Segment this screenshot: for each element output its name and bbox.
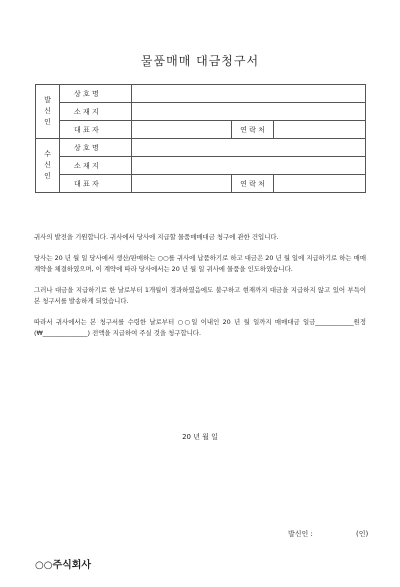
issuer-label: 발신인 : bbox=[288, 530, 313, 538]
paragraph-overdue: 그러나 대금을 지급하기로 한 날로부터 1개월이 경과하였음에도 불구하고 현재까지 대금을 지급하지 않고 있어 부득이 본 청구서를 발송하게 되었습니다. bbox=[34, 286, 366, 305]
paragraph-greeting: 귀사의 발전을 기원합니다. 귀사에서 당사에 지급할 물품매매대금 청구에 관한 건입니다. bbox=[34, 233, 279, 241]
recipient-rep-field[interactable] bbox=[132, 175, 232, 193]
sender-rep-label: 대 표 자 bbox=[60, 121, 132, 139]
party-info-table bbox=[35, 84, 366, 193]
recipient-address-label: 소 재 지 bbox=[60, 157, 132, 175]
document-date: 20 년 월 일 bbox=[182, 433, 218, 441]
sender-group-text: 발 신 인 bbox=[44, 96, 51, 126]
sender-contact-label: 연 락 처 bbox=[232, 121, 274, 139]
recipient-group-label bbox=[36, 139, 60, 193]
document-title: 물품매매 대금청구서 bbox=[140, 54, 260, 68]
sender-group-label bbox=[36, 85, 60, 139]
recipient-company-label: 상 호 명 bbox=[60, 139, 132, 157]
sender-rep-field[interactable] bbox=[132, 121, 232, 139]
sender-company-field[interactable] bbox=[132, 85, 366, 103]
sender-company-label: 상 호 명 bbox=[60, 85, 132, 103]
seal-mark: (인) bbox=[356, 530, 369, 538]
paragraph-demand: 따라서 귀사에서는 본 청구서를 수령한 날로부터 ○○일 이내인 20 년 월 일까지 매매대금 일금____________원정 (₩______________) 전액을 지급하여 주실 것을 청구합니다. bbox=[34, 318, 366, 337]
recipient-contact-field[interactable] bbox=[274, 175, 366, 193]
recipient-contact-label: 연 락 처 bbox=[232, 175, 274, 193]
sender-address-label: 소 재 지 bbox=[60, 103, 132, 121]
sender-contact-field[interactable] bbox=[274, 121, 366, 139]
recipient-group-text: 수 신 인 bbox=[44, 150, 51, 180]
sender-address-field[interactable] bbox=[132, 103, 366, 121]
recipient-company-field[interactable] bbox=[132, 139, 366, 157]
paragraph-contract: 당사는 20 년 월 일 당사에서 생산/판매하는 ○○를 귀사에 납품하기로 하고 대금은 20 년 월 일에 지급하기로 하는 매매계약을 체결하였으며, 이 계약에 따라 당사에서는 20 년 월 일 귀사에 물품을 인도하였습니다. bbox=[34, 254, 366, 273]
company-name: ○○주식회사 bbox=[35, 560, 92, 571]
recipient-rep-label: 대 표 자 bbox=[60, 175, 132, 193]
recipient-address-field[interactable] bbox=[132, 157, 366, 175]
